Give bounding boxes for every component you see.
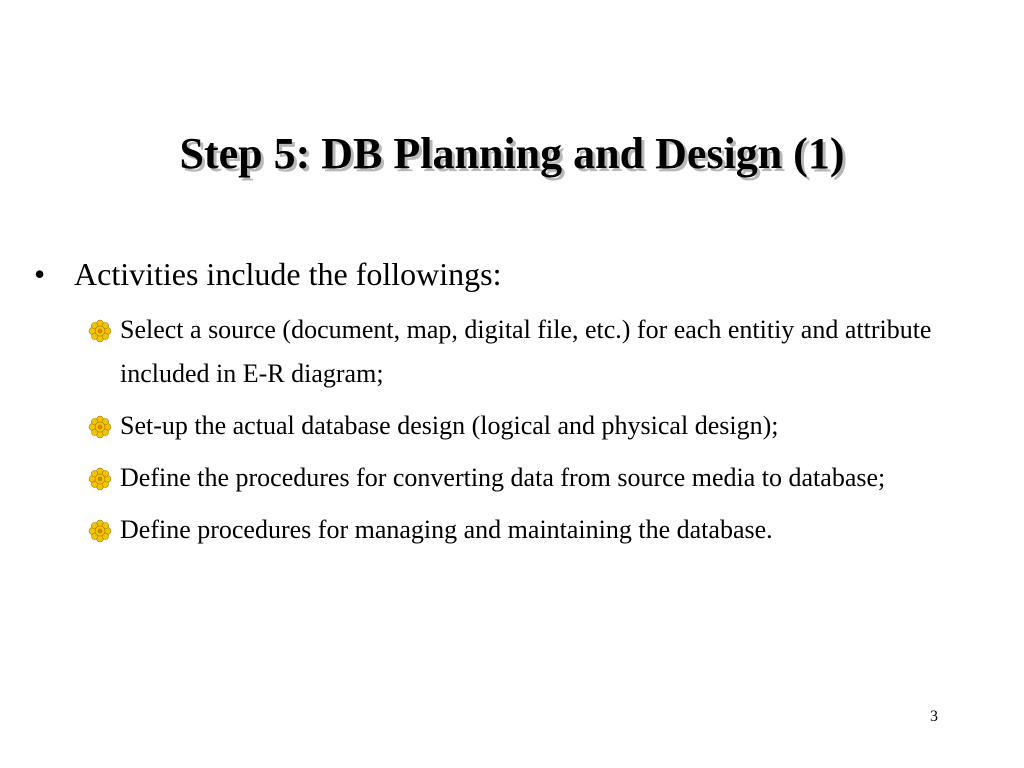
sub-bullet-item (88, 508, 968, 552)
flower-icon (88, 467, 112, 491)
main-bullet-text: Activities include the followings: (74, 256, 502, 292)
flower-icon (88, 319, 112, 343)
sub-bullet-text: Define procedures for managing and maintaining the database. (120, 515, 773, 544)
sub-bullet-text: Define the procedures for converting data from source media to database; (120, 463, 886, 492)
bullet-dot-icon: • (34, 256, 46, 292)
slide-title: Step 5: DB Planning and Design (1) (179, 129, 845, 178)
flower-icon (88, 415, 112, 439)
sub-bullet-text: Select a source (document, map, digital file, etc.) for each entitiy and attribute included in E-R diagram; (120, 315, 932, 388)
sub-bullet-list (88, 308, 968, 560)
main-bullet (30, 250, 990, 298)
sub-bullet-text: Set-up the actual database design (logical and physical design); (120, 411, 779, 440)
flower-icon (88, 519, 112, 543)
sub-bullet-item (88, 404, 968, 448)
sub-bullet-item (88, 456, 968, 500)
page-number: 3 (930, 708, 938, 725)
sub-bullet-item (88, 308, 968, 396)
